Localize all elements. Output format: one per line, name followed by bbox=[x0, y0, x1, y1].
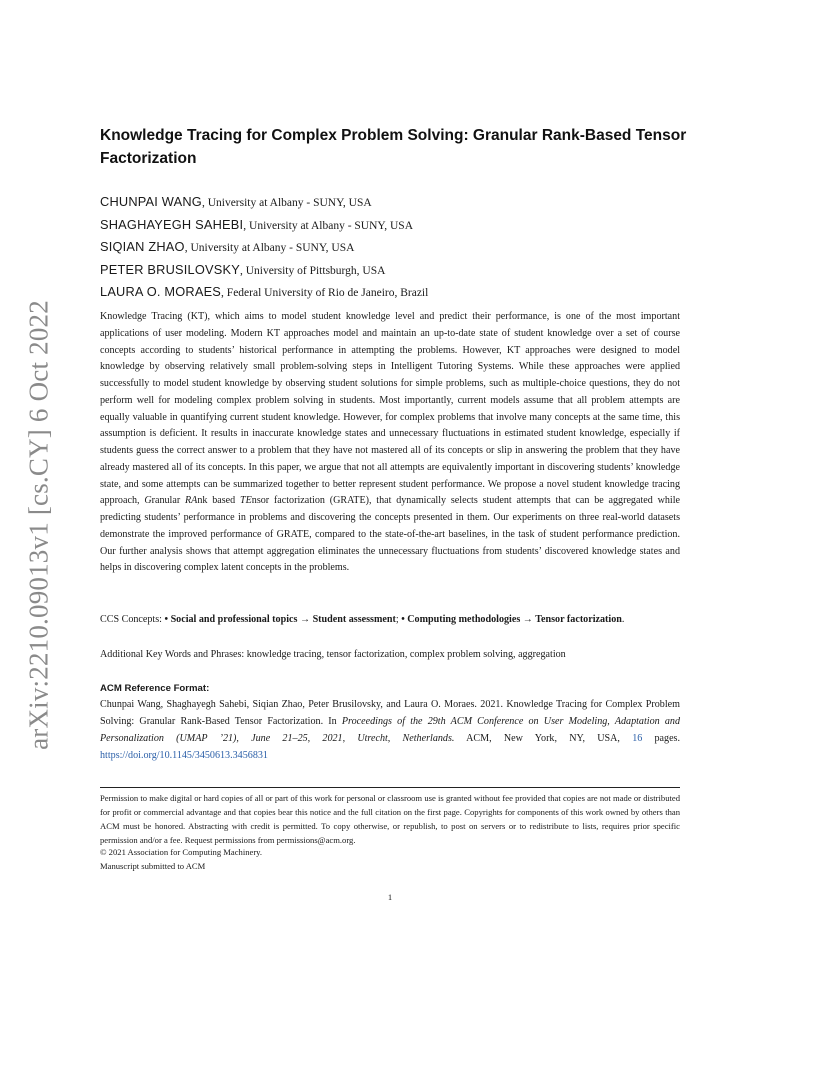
page-number: 1 bbox=[387, 892, 393, 902]
abstract-text: nk based bbox=[197, 495, 240, 507]
page-count-link[interactable]: 16 bbox=[632, 733, 643, 744]
author-affiliation: , University at Albany - SUNY, USA bbox=[184, 242, 355, 254]
ccs-end: . bbox=[621, 614, 625, 625]
author-entry bbox=[100, 215, 700, 238]
permission-notice: Permission to make digital or hard copies of all or part of this work for personal or classroom use is granted without fee provided that copies are not made or distributed for profit or commercial advantage and that copies bear this notice and the full citation on the first page. Copyrights for components of this work owned by others than ACM must be honored. Abstracting with credit is permitted. To copy otherwise, or republish, to post on servers or to redistribute to lists, requires prior specific permission and/or a fee. Request permissions from permissions@acm.org. bbox=[100, 793, 680, 845]
author-list bbox=[100, 192, 700, 305]
author-entry bbox=[100, 260, 700, 283]
abstract-text: ranular bbox=[151, 495, 185, 507]
ccs-concept: Social and professional topics bbox=[170, 614, 298, 625]
ccs-arrow: → bbox=[520, 614, 536, 625]
ccs-concept: Computing methodologies bbox=[407, 614, 521, 625]
author-name: SIQIAN ZHAO bbox=[100, 239, 185, 254]
ccs-label: CCS Concepts: bbox=[100, 614, 165, 625]
doi-link[interactable]: https://doi.org/10.1145/3450613.3456831 bbox=[100, 750, 268, 761]
author-entry bbox=[100, 282, 700, 305]
acm-reference-venue: Proceedings of the 29th ACM Conference on User Modeling, Adaptation and Personalization (UMAP ’21), June 21–25, 2021, Utrecht, Netherlands. bbox=[100, 716, 681, 744]
author-name: CHUNPAI WANG bbox=[100, 194, 202, 209]
abstract bbox=[100, 309, 680, 577]
keywords: Additional Key Words and Phrases: knowledge tracing, tensor factorization, complex problem solving, aggregation bbox=[100, 649, 566, 660]
copyright-notice: © 2021 Association for Computing Machinery. bbox=[100, 847, 263, 857]
abstract-acronym-te: TE bbox=[239, 495, 252, 507]
author-name: LAURA O. MORAES bbox=[100, 284, 222, 299]
ccs-subconcept: Tensor factorization bbox=[535, 614, 622, 625]
acm-reference-text: Chunpai Wang, Shaghayegh Sahebi, Siqian Zhao, Peter Brusilovsky, and Laura O. Moraes. 2021. Knowledge Tracing for Complex Problem Solving: Granular Rank-Based Tensor Factorization. In bbox=[100, 699, 680, 727]
author-entry bbox=[100, 237, 700, 260]
ccs-bullet: • bbox=[401, 614, 408, 625]
ccs-arrow: → bbox=[297, 614, 313, 625]
author-affiliation: , Federal University of Rio de Janeiro, Brazil bbox=[221, 287, 429, 299]
abstract-text: nsor factorization bbox=[251, 495, 325, 507]
arxiv-sidebar-stamp bbox=[24, 290, 54, 760]
ccs-concepts bbox=[100, 612, 700, 628]
acm-reference-text: ACM, New York, NY, USA, bbox=[454, 733, 633, 744]
author-name: PETER BRUSILOVSKY bbox=[100, 261, 240, 277]
author-entry bbox=[100, 192, 700, 215]
acm-reference-text: pages. bbox=[642, 733, 681, 744]
manuscript-note: Manuscript submitted to ACM bbox=[100, 861, 206, 871]
arxiv-identifier: arXiv:2210.09013v1 [cs.CY] 6 Oct 2022 bbox=[23, 300, 54, 750]
abstract-acronym-ra: RA bbox=[184, 495, 198, 507]
ccs-subconcept: Student assessment bbox=[312, 614, 396, 625]
footnote-divider bbox=[100, 787, 680, 788]
ccs-separator: ; bbox=[395, 614, 402, 625]
paper-title: Knowledge Tracing for Complex Problem Solving: Granular Rank-Based Tensor Factorization bbox=[100, 127, 687, 167]
author-name: SHAGHAYEGH SAHEBI bbox=[100, 216, 244, 232]
author-affiliation: , University at Albany - SUNY, USA bbox=[243, 219, 413, 232]
ccs-bullet: • bbox=[164, 614, 171, 625]
acm-reference-heading: ACM Reference Format: bbox=[100, 683, 210, 694]
abstract-text: (GRATE), that dynamically selects student attempts that can be aggregated while predicting students’ performance in problems and discovering the concepts presented in them. Our experiments on three real-world datasets demonstrate the improved performance of GRATE, compared to the state-of-the-art baselines, in the task of student performance prediction. Our further analysis shows that attempt aggregation eliminates the unnecessary fluctuations from students’ discovered knowledge states and helps in discovering complex latent concepts in the problems. bbox=[100, 495, 681, 574]
author-affiliation: , University of Pittsburgh, USA bbox=[239, 264, 386, 277]
abstract-text: Knowledge Tracing (KT), which aims to model student knowledge level and predict their performance, is one of the most important applications of user modeling. Modern KT approaches model and maintain an up-to-date state of student knowledge over a set of course concepts according to students’ historical performance in attempting the problems. However, KT approaches were designed to model knowledge by observing relatively small problem-solving steps in Intelligent Tutoring Systems. While these approaches were applied successfully to model student knowledge by observing student solutions for simple problems, such as multiple-choice questions, they do not perform well for modeling complex problem solving in students. Most importantly, current models assume that all problem attempts are equally valuable in quantifying current student knowledge. However, for complex problems that involve many concepts at the same time, this assumption is deficient. It results in inaccurate knowledge states and unnecessary fluctuations in estimated student knowledge, especially if students guess the correct answer to a problem that they have not mastered all of its concepts or slip in answering the problem that they have already mastered all of its concepts. In this paper, we argue that not all attempts are equivalently important in discovering students’ knowledge state, and some attempts can be summarized together to better represent student performance. We propose a novel student knowledge tracing approach, bbox=[100, 311, 680, 507]
author-affiliation: , University at Albany - SUNY, USA bbox=[201, 197, 372, 209]
abstract-acronym-g: G bbox=[144, 495, 152, 507]
acm-reference bbox=[100, 696, 680, 764]
